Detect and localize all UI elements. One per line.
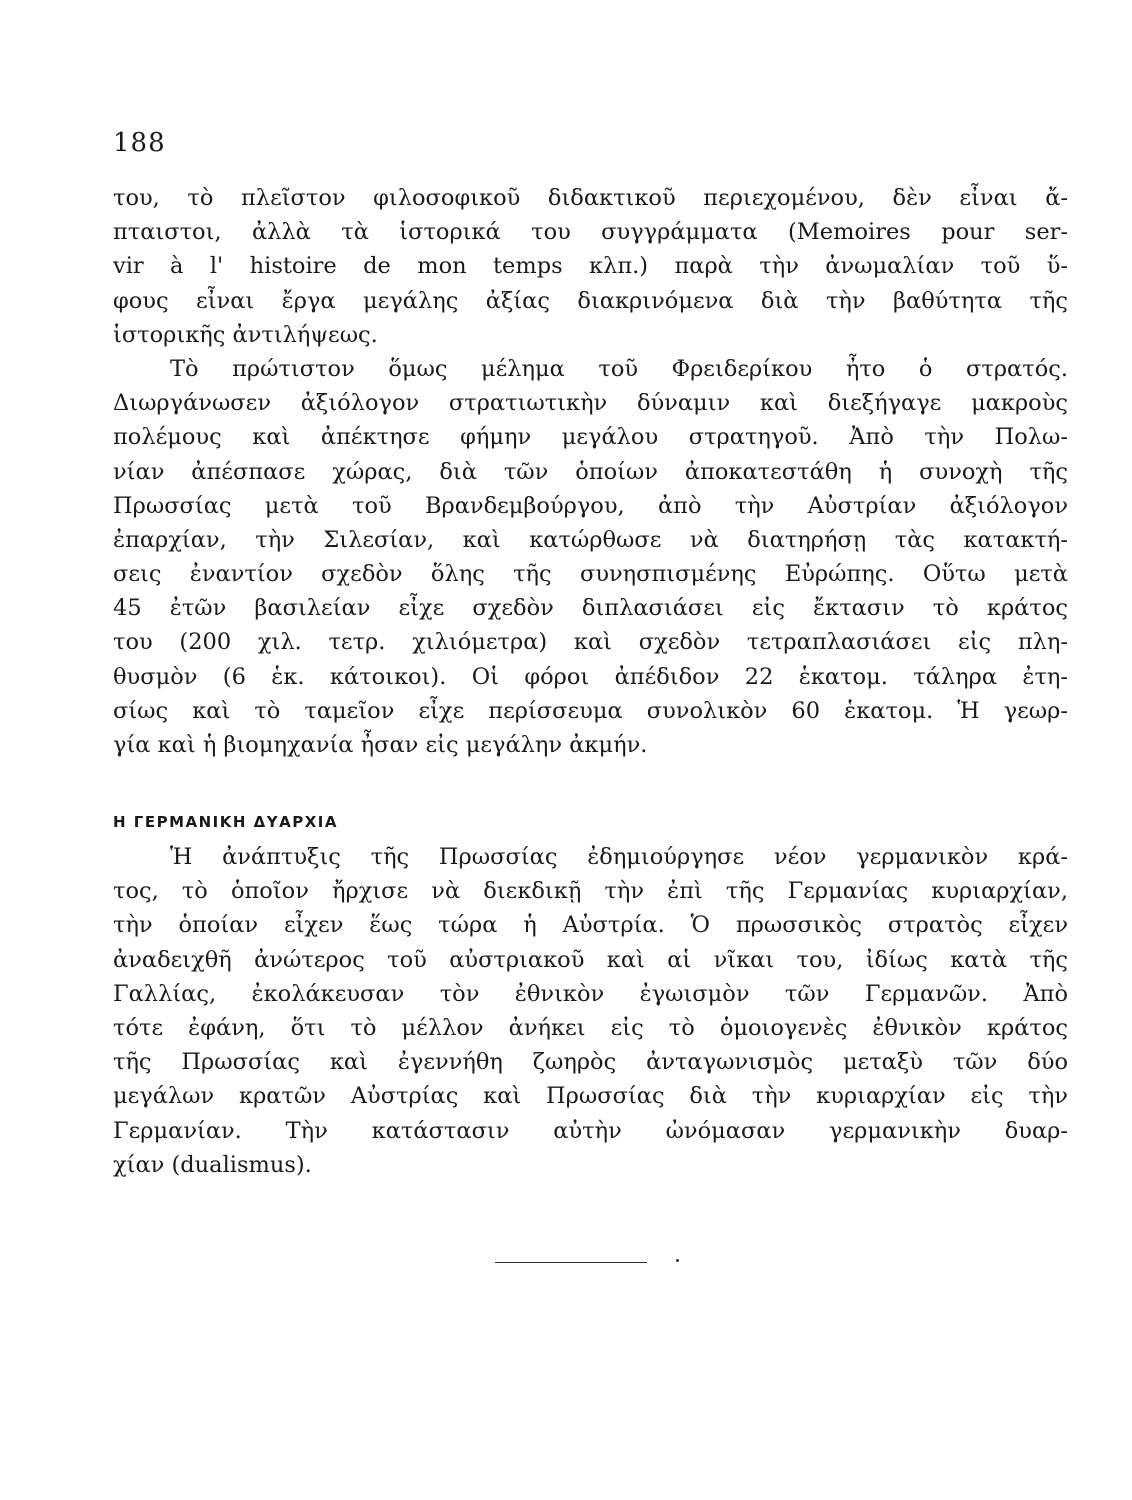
paragraph-german-dualism xyxy=(113,840,1068,1182)
text-line: ἀναδειχθῆ ἀνώτερος τοῦ αὐστριακοῦ καὶ αἱ νῖκαι του, ἰδίως κατὰ τῆς xyxy=(113,946,1068,973)
paragraph-frederick-writings xyxy=(113,181,1068,352)
text-line: του, τὸ πλεῖστον φιλοσοφικοῦ διδακτικοῦ περιεχομένου, δὲν εἶναι ἄ- xyxy=(113,185,1068,211)
text-line: νίαν ἀπέσπασε χώρας, διὰ τῶν ὁποίων ἀποκατεστάθη ἡ συνοχὴ τῆς xyxy=(113,458,1068,485)
text-line: πταιστοι, ἀλλὰ τὰ ἱστορικά του συγγράμματα (Memoires pour ser- xyxy=(113,219,1068,246)
text-line: τος, τὸ ὁποῖον ἤρχισε νὰ διεκδικῇ τὴν ἐπὶ τῆς Γερμανίας κυριαρχίαν, xyxy=(113,878,1068,905)
text-line: γία καὶ ἡ βιομηχανία ἦσαν εἰς μεγάλην ἀκμήν. xyxy=(113,732,648,758)
text-line: πολέμους καὶ ἀπέκτησε φήμην μεγάλου στρατηγοῦ. Ἀπὸ τὴν Πολω- xyxy=(113,424,1068,451)
text-line: vir à l' histoire de mon temps κλπ.) παρὰ τὴν ἀνωμαλίαν τοῦ ὕ- xyxy=(113,253,1068,280)
text-line: Ἡ ἀνάπτυξις τῆς Πρωσσίας ἐδημιούργησε νέον γερμανικὸν κρά- xyxy=(170,844,1068,870)
text-line: μεγάλων κρατῶν Αὐστρίας καὶ Πρωσσίας διὰ τὴν κυριαρχίαν εἰς τὴν xyxy=(113,1083,1068,1110)
text-line: του (200 χιλ. τετρ. χιλιόμετρα) καὶ σχεδὸν τετραπλασιάσει εἰς πλη- xyxy=(113,629,1068,656)
text-line: σεις ἐναντίον σχεδὸν ὅλης τῆς συνησπισμένης Εὐρώπης. Οὕτω μετὰ xyxy=(113,561,1068,588)
text-line: Γερμανίαν. Τὴν κατάστασιν αὐτὴν ὠνόμασαν γερμανικὴν δυαρ- xyxy=(113,1117,1068,1144)
text-line: χίαν (dualismus). xyxy=(113,1151,312,1178)
text-line: τῆς Πρωσσίας καὶ ἐγεννήθη ζωηρὸς ἀνταγωνισμὸς μεταξὺ τῶν δύο xyxy=(113,1049,1068,1076)
text-line: Διωργάνωσεν ἀξιόλογον στρατιωτικὴν δύναμιν καὶ διεξήγαγε μακροὺς xyxy=(113,390,1068,417)
section-heading: Η ΓΕΡΜΑΝΙΚΗ ΔΥΑΡΧΙΑ xyxy=(113,813,338,831)
text-line: σίως καὶ τὸ ταμεῖον εἶχε περίσσευμα συνολικὸν 60 ἑκατομ. Ἡ γεωρ- xyxy=(113,697,1068,724)
main-text-bottom xyxy=(113,840,1068,1182)
main-text-top xyxy=(113,181,1068,762)
text-line: Γαλλίας, ἐκολάκευσαν τὸν ἐθνικὸν ἐγωισμὸν τῶν Γερμανῶν. Ἀπὸ xyxy=(113,980,1068,1007)
text-line: θυσμὸν (6 ἑκ. κάτοικοι). Οἱ φόροι ἀπέδιδον 22 ἑκατομ. τάληρα ἐτη- xyxy=(113,663,1068,690)
text-line: τότε ἐφάνη, ὅτι τὸ μέλλον ἀνήκει εἰς τὸ ὁμοιογενὲς ἐθνικὸν κράτος xyxy=(113,1014,1068,1041)
text-line: τὴν ὁποίαν εἶχεν ἕως τώρα ἡ Αὐστρία. Ὁ πρωσσικὸς στρατὸς εἶχεν xyxy=(113,912,1068,939)
text-line: ἐπαρχίαν, τὴν Σιλεσίαν, καὶ κατώρθωσε νὰ διατηρήσῃ τὰς κατακτή- xyxy=(113,526,1068,553)
text-line: φους εἶναι ἔργα μεγάλης ἀξίας διακρινόμενα διὰ τὴν βαθύτητα τῆς xyxy=(113,287,1068,314)
section-end-rule xyxy=(495,1262,647,1263)
text-line: Πρωσσίας μετὰ τοῦ Βρανδεμβούργου, ἀπὸ τὴν Αὐστρίαν ἀξιόλογον xyxy=(113,492,1068,519)
rule-dot xyxy=(676,1259,679,1262)
paragraph-frederick-army xyxy=(113,352,1068,762)
page-number: 188 xyxy=(113,128,166,158)
text-line: ἱστορικῆς ἀντιλήψεως. xyxy=(113,321,378,348)
text-line: Τὸ πρώτιστον ὅμως μέλημα τοῦ Φρειδερίκου ἦτο ὁ στρατός. xyxy=(170,355,1068,382)
text-line: 45 ἐτῶν βασιλείαν εἶχε σχεδὸν διπλασιάσει εἰς ἔκτασιν τὸ κράτος xyxy=(113,595,1068,622)
